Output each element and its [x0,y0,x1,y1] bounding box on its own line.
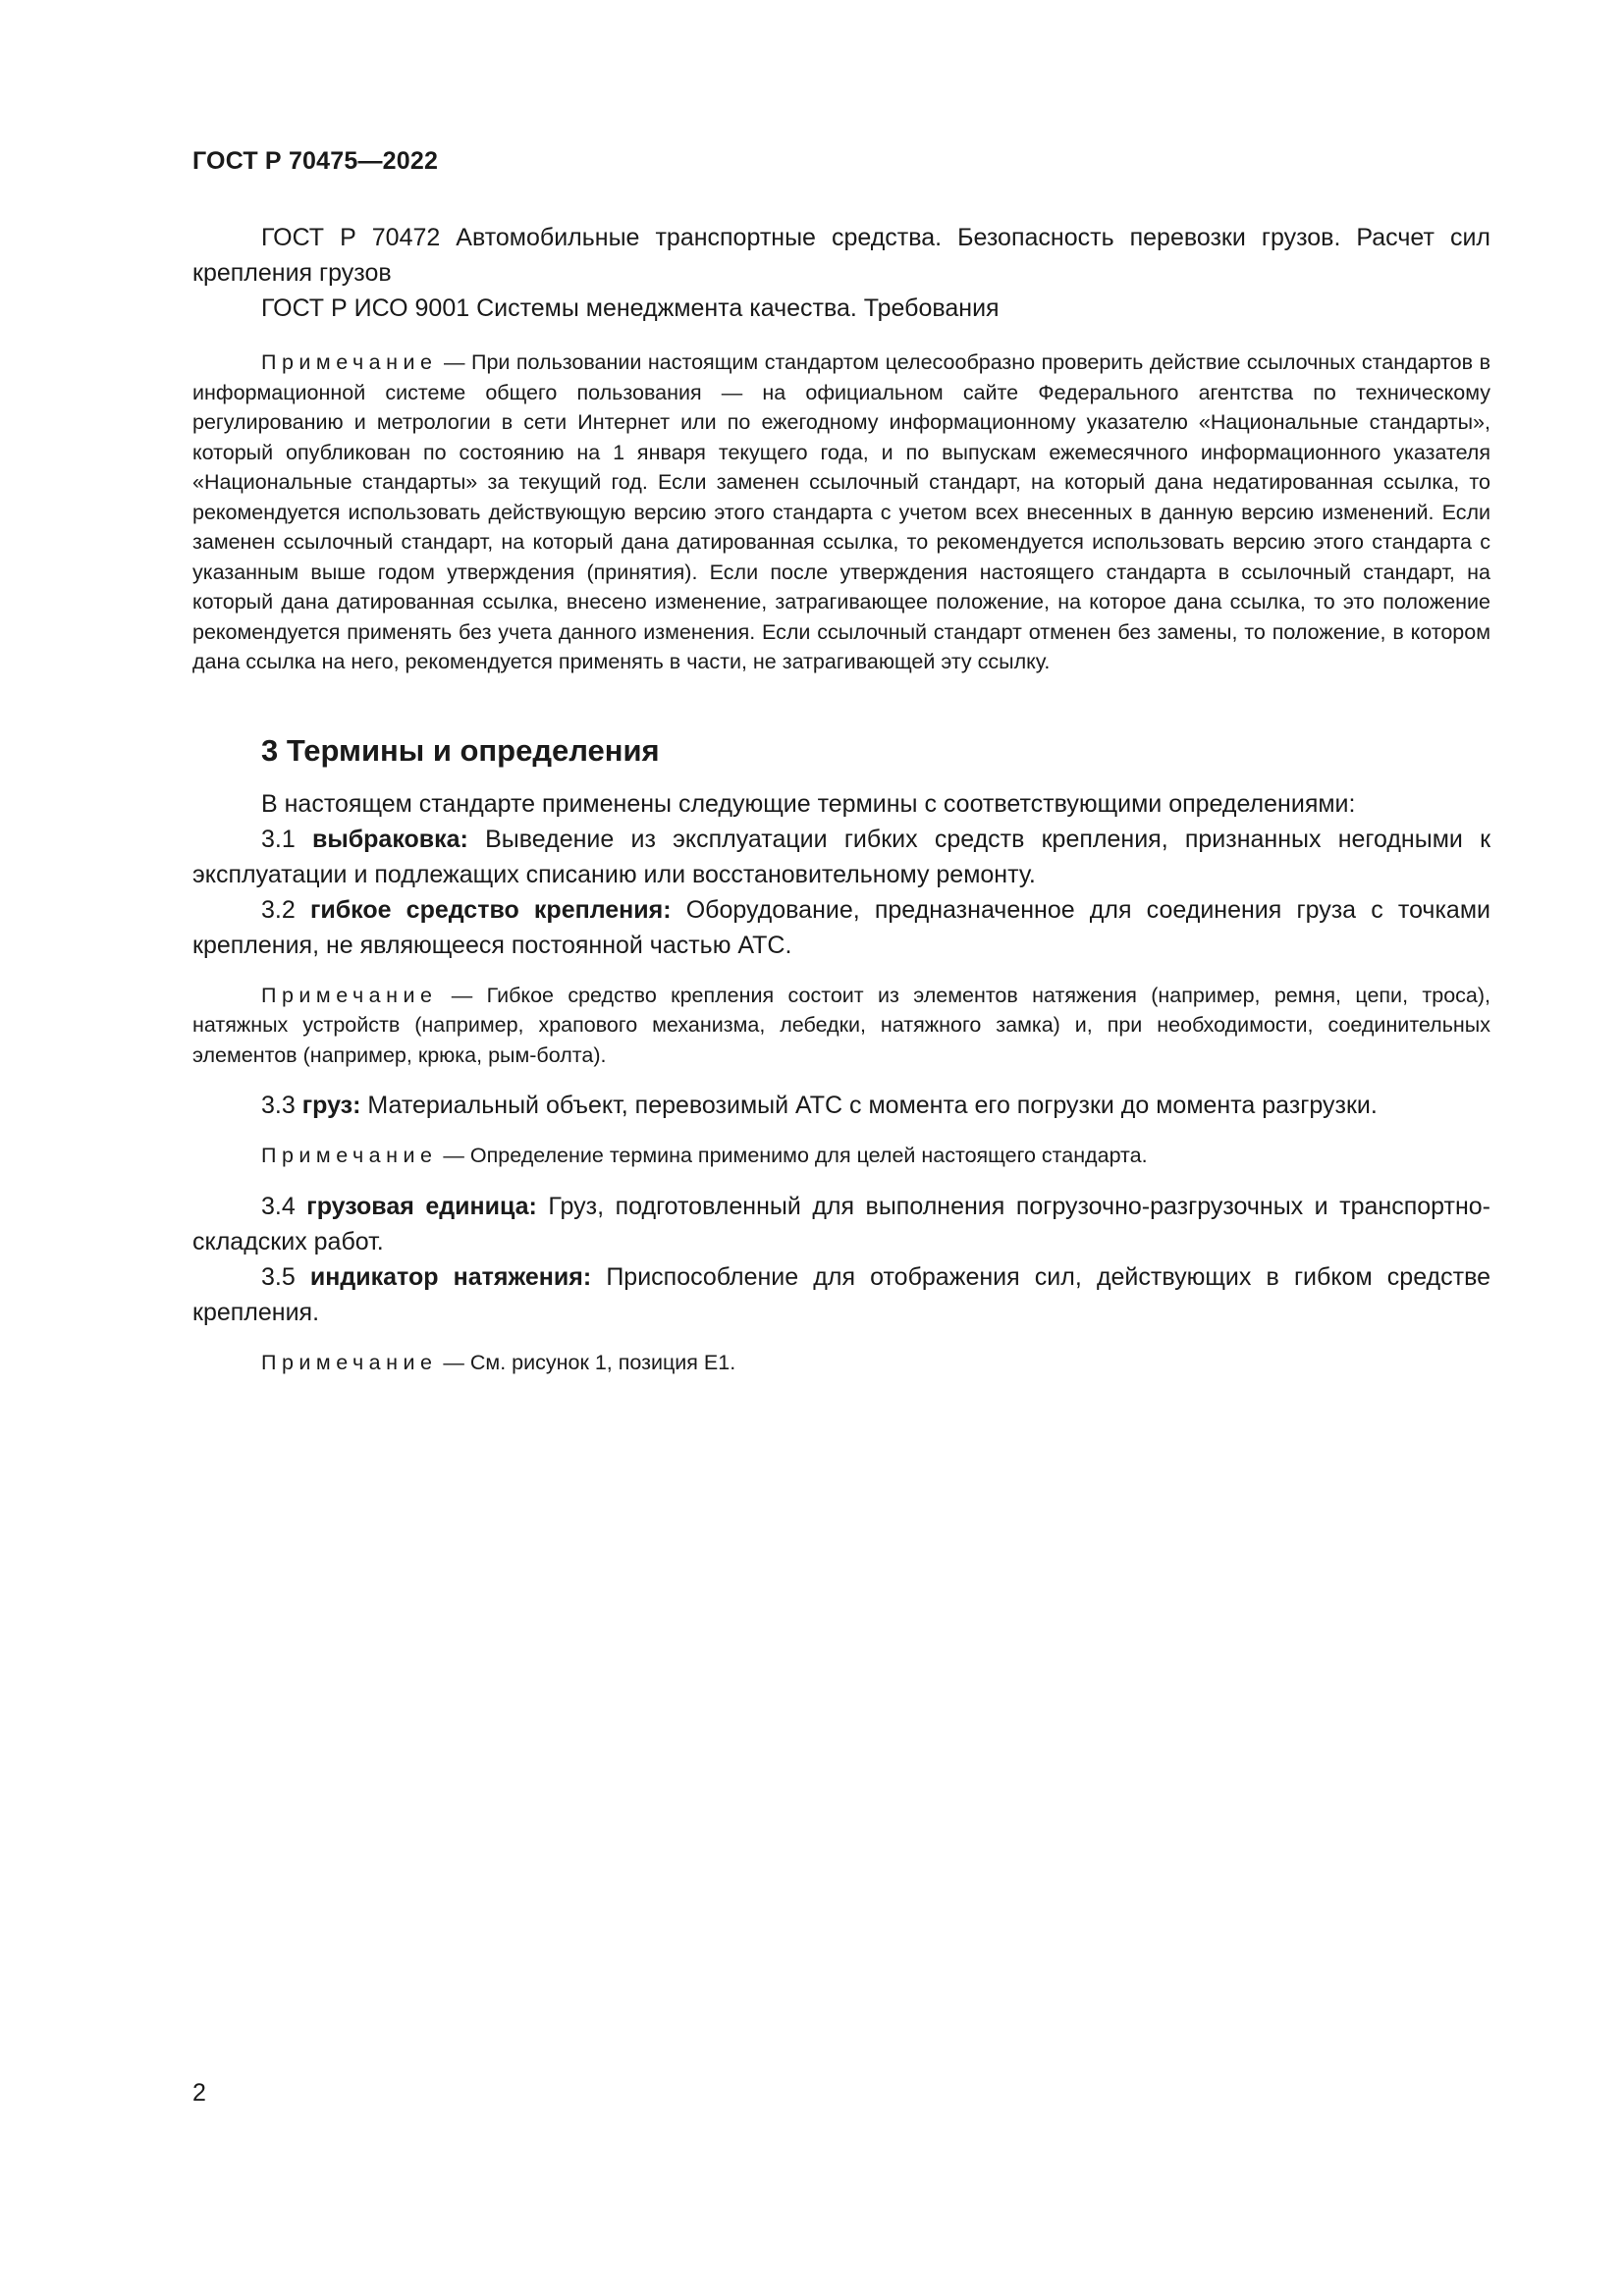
term-definition [192,1088,1490,1123]
note-term-3-2 [192,981,1490,1071]
note-label: Примечание [261,983,438,1007]
term-number: 3.5 [261,1262,296,1291]
term-name: индикатор натяжения: [309,1262,592,1291]
note-label: Примечание [261,1350,438,1374]
term-definition [192,1189,1490,1259]
note-text: См. рисунок 1, позиция E1. [469,1350,736,1374]
document-id-header: ГОСТ Р 70475—2022 [192,147,439,175]
term-number: 3.1 [261,825,296,853]
reference-item: ГОСТ Р 70472 Автомобильные транспортные средства. Безопасность перевозки грузов. Расчет сил крепления грузов [192,224,1490,287]
page-number: 2 [192,2079,206,2107]
note-term-3-3 [192,1141,1490,1171]
term-text: Оборудование, предназначенное для соединения груза с точками крепления, не являющееся постоянной частью АТС. [192,895,1490,959]
reference-item: ГОСТ Р ИСО 9001 Системы менеджмента качества. Требования [261,294,1000,322]
term-name: грузовая единица: [306,1192,537,1220]
term-definition [192,822,1490,892]
section-intro: В настоящем стандарте применены следующие термины с соответствующими определениями: [261,789,1356,818]
note-dash: — [437,350,471,374]
term-text: Приспособление для отображения сил, действующих в гибком средстве крепления. [192,1262,1491,1326]
term-definition [192,892,1490,963]
term-text: Груз, подготовленный для выполнения погрузочно-разгрузочных и транспортно-складских работ. [192,1192,1491,1255]
term-number: 3.4 [261,1192,296,1220]
term-name: гибкое средство крепления: [309,895,672,924]
term-number: 3.2 [261,895,296,924]
term-name: выбраковка: [311,825,468,853]
page-content [192,220,1490,1377]
note-text: При пользовании настоящим стандартом целесообразно проверить действие ссылочных стандартов в информационной системе общего пользования — на официальном сайте Федерального агентства по техническому регулированию и метрологии в сети Интернет или по ежегодному информационному указателю «Национальные стандарты», который опубликован по состоянию на 1 января текущего года, и по выпускам ежемесячного информационного указателя «Национальные стандарты» за текущий год. Если заменен ссылочный стандарт, на который дана недатированная ссылка, то рекомендуется использовать действующую версию этого стандарта с учетом всех внесенных в данную версию изменений. Если заменен ссылочный стандарт, на который дана датированная ссылка, то рекомендуется использовать версию этого стандарта с указанным выше годом утверждения (принятия). Если после утверждения настоящего стандарта в ссылочный стандарт, на который дана датированная ссылка, внесено изменение, затрагивающее положение, на которое дана ссылка, то это положение рекомендуется применять без учета данного изменения. Если ссылочный стандарт отменен без замены, то положение, в котором дана ссылка на него, рекомендуется применять в части, не затрагивающей эту ссылку. [192,350,1490,673]
note-text: Гибкое средство крепления состоит из элементов натяжения (например, ремня, цепи, троса), натяжных устройств (например, храпового механизма, лебедки, натяжного замка) и, при необходимости, соединительных элементов (например, крюка, рым-болта). [192,983,1490,1067]
term-text: Выведение из эксплуатации гибких средств крепления, признанных негодными к эксплуатации и подлежащих списанию или восстановительному ремонту. [192,825,1491,888]
note-text: Определение термина применимо для целей настоящего стандарта. [469,1144,1148,1167]
note-label: Примечание [261,1144,438,1167]
term-text: Материальный объект, перевозимый АТС с момента его погрузки до момента разгрузки. [367,1092,1378,1119]
term-definition [192,1259,1490,1330]
note-references [192,347,1490,677]
note-label: Примечание [261,350,438,374]
note-term-3-5 [192,1348,1490,1378]
note-dash: — [437,1350,470,1374]
term-number: 3.3 [261,1092,296,1119]
section-title: 3 Термины и определения [261,732,660,768]
note-dash: — [437,983,487,1007]
note-dash: — [437,1144,470,1167]
term-name: груз: [301,1092,361,1119]
